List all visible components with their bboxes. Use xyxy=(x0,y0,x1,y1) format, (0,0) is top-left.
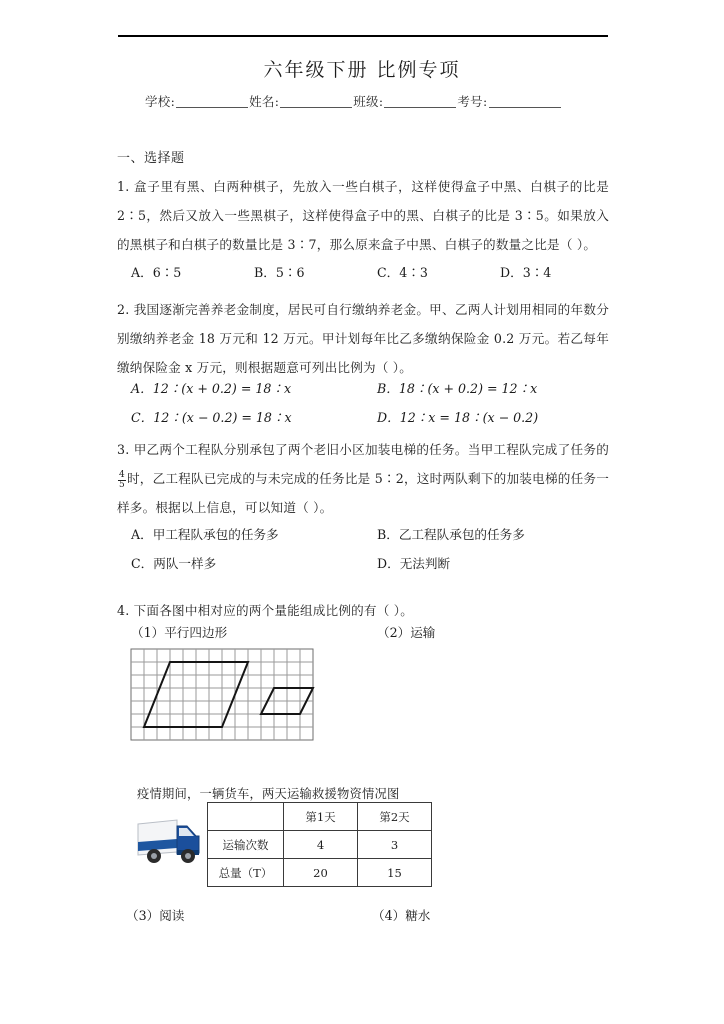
question-2-option-c[interactable]: C．12∶(x − 0.2) = 18∶x xyxy=(131,410,292,425)
subitem-4-sugar-water: （4）糖水 xyxy=(372,908,431,923)
table-header-day2: 第2天 xyxy=(358,803,432,831)
question-3-option-d[interactable]: D．无法判断 xyxy=(377,556,451,571)
truck-illustration xyxy=(133,806,205,882)
question-3-text-after: 时，乙工程队已完成的与未完成的任务比是 5∶2，这时两队剩下的加装电梯的任务一样多。根据以上信息，可以知道（ ）。 xyxy=(117,471,609,515)
question-2-options xyxy=(117,374,609,432)
question-1 xyxy=(117,172,609,259)
transport-data-table xyxy=(207,802,432,887)
question-4-subitems-row-2 xyxy=(117,903,609,929)
truck-icon xyxy=(133,806,205,878)
parallelogram-grid-figure xyxy=(130,648,320,745)
fraction-four-fifths xyxy=(118,471,126,491)
question-1-option-c[interactable]: C．4∶3 xyxy=(377,265,428,280)
question-3-option-a[interactable]: A．甲工程队承包的任务多 xyxy=(131,527,279,542)
field-examno-blank[interactable] xyxy=(489,107,561,108)
fraction-numerator: 4 xyxy=(119,469,125,480)
subitem-3-reading: （3）阅读 xyxy=(126,908,185,923)
question-2 xyxy=(117,295,609,382)
table-row xyxy=(208,831,432,859)
question-1-option-d[interactable]: D．3∶4 xyxy=(500,265,552,280)
row-trips-day1: 4 xyxy=(284,831,358,859)
field-examno-label: 考号: xyxy=(457,94,488,109)
question-3-options xyxy=(117,520,609,578)
question-1-text: 盒子里有黑、白两种棋子，先放入一些白棋子，这样使得盒子中黑、白棋子的比是2∶5，然后又放入一些黑棋子，这样使得盒子中的黑、白棋子的比是 3∶5。如果放入的黑棋子和白棋子的数量比是 3∶7，那么原来盒子中黑、白棋子的数量之比是（ ）。 xyxy=(117,179,609,252)
section-heading: 一、选择题 xyxy=(117,151,185,166)
table-header-blank xyxy=(208,803,284,831)
row-total-day1: 20 xyxy=(284,859,358,887)
question-2-option-b[interactable]: B．18∶(x + 0.2) = 12∶x xyxy=(377,381,538,396)
question-1-options xyxy=(117,258,609,287)
subitem-2-transport: （2）运输 xyxy=(377,625,436,640)
question-3-option-b[interactable]: B．乙工程队承包的任务多 xyxy=(377,527,525,542)
table-header-row xyxy=(208,803,432,831)
question-2-option-d[interactable]: D．12∶x = 18∶(x − 0.2) xyxy=(377,410,539,425)
field-class-label: 班级: xyxy=(353,94,384,109)
field-name-blank[interactable] xyxy=(280,107,352,108)
question-2-text: 我国逐渐完善养老金制度，居民可自行缴纳养老金。甲、乙两人计划用相同的年数分别缴纳养老金 18 万元和 12 万元。甲计划每年比乙多缴纳保险金 0.2 万元。若乙每年缴纳保险金 x 万元，则根据题意可列出比例为（ ）。 xyxy=(117,302,609,375)
grid-svg xyxy=(130,648,320,741)
student-info-line xyxy=(145,92,595,110)
row-label-trips: 运输次数 xyxy=(208,831,284,859)
page-title: 六年级下册 比例专项 xyxy=(263,59,461,81)
question-4-text: 下面各图中相对应的两个量能组成比例的有（ ）。 xyxy=(133,603,414,618)
field-class-blank[interactable] xyxy=(384,107,456,108)
question-4-number: 4. xyxy=(117,603,130,618)
table-row xyxy=(208,859,432,887)
table-header-day1: 第1天 xyxy=(284,803,358,831)
question-4-subitems-row-1 xyxy=(117,620,609,646)
header-rule xyxy=(118,35,608,37)
question-1-option-a[interactable]: A．6∶5 xyxy=(131,265,182,280)
question-1-number: 1. xyxy=(117,179,130,194)
field-name-label: 姓名: xyxy=(249,94,280,109)
question-2-option-a[interactable]: A．12∶(x + 0.2) = 18∶x xyxy=(131,381,292,396)
subitem-1-parallelogram: （1）平行四边形 xyxy=(131,625,228,640)
question-3-option-c[interactable]: C．两队一样多 xyxy=(131,556,217,571)
question-1-option-b[interactable]: B．5∶6 xyxy=(254,265,305,280)
row-trips-day2: 3 xyxy=(358,831,432,859)
row-label-total: 总量（T） xyxy=(208,859,284,887)
question-3-text-before: 甲乙两个工程队分别承包了两个老旧小区加装电梯的任务。当甲工程队完成了任务的 xyxy=(133,442,609,457)
field-school-label: 学校: xyxy=(145,94,176,109)
question-2-number: 2. xyxy=(117,302,130,317)
question-3-number: 3. xyxy=(117,442,130,457)
field-school-blank[interactable] xyxy=(176,107,248,108)
truck-figure-caption: 疫情期间，一辆货车，两天运输救援物资情况图 xyxy=(137,787,400,801)
fraction-denominator: 5 xyxy=(119,479,125,490)
row-total-day2: 15 xyxy=(358,859,432,887)
question-3 xyxy=(117,435,609,522)
